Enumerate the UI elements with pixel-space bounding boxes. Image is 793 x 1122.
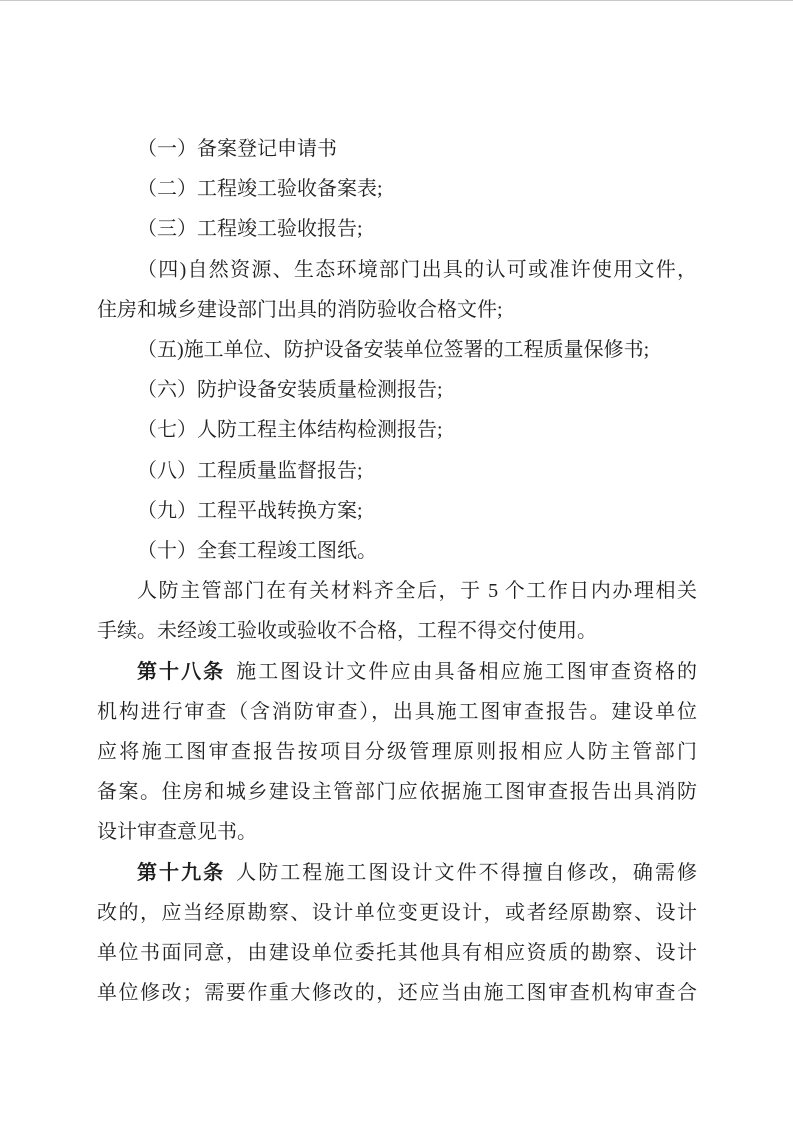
document-line: [97, 732, 697, 772]
line-text: 备案。住房和城乡建设主管部门应依据施工图审查报告出具消防: [97, 781, 697, 804]
line-text: （二）工程竣工验收备案表;: [137, 178, 383, 201]
document-line: [97, 129, 697, 169]
line-text: 人防工程施工图设计文件不得擅自修改，确需修: [236, 861, 698, 884]
document-page: [0, 1, 697, 1013]
document-line: [97, 933, 697, 973]
line-text: （一）备案登记申请书: [137, 138, 337, 160]
line-text: （七）人防工程主体结构检测报告;: [137, 419, 443, 442]
document-body: [97, 129, 697, 1013]
document-line: [97, 652, 697, 692]
document-line: [97, 290, 697, 330]
line-text: （三）工程竣工验收报告;: [137, 218, 363, 241]
line-text: （五)施工单位、防护设备安装单位签署的工程质量保修书;: [137, 339, 650, 362]
document-line: [97, 812, 697, 852]
line-text: 应将施工图审查报告按项目分级管理原则报相应人防主管部门: [97, 741, 697, 764]
document-line: [97, 973, 697, 1013]
article-number: 第十九条: [137, 861, 226, 884]
document-line: [97, 451, 697, 491]
line-text: （九）工程平战转换方案;: [137, 499, 363, 522]
line-text: 设计审查意见书。: [97, 821, 257, 844]
line-text: （六）防护设备安装质量检测报告;: [137, 379, 443, 402]
document-line: [97, 370, 697, 410]
document-line: [97, 250, 697, 290]
document-line: [97, 531, 697, 571]
document-line: [97, 209, 697, 249]
document-line: [97, 692, 697, 732]
line-text: 改的，应当经原勘察、设计单位变更设计，或者经原勘察、设计: [97, 901, 697, 924]
line-text: （八）工程质量监督报告;: [137, 459, 363, 482]
line-text: 单位书面同意，由建设单位委托其他具有相应资质的勘察、设计: [97, 942, 697, 965]
line-text: 住房和城乡建设部门出具的消防验收合格文件;: [97, 298, 503, 321]
document-line: [97, 853, 697, 893]
document-line: [97, 893, 697, 933]
document-line: [97, 410, 697, 450]
line-text: 单位修改；需要作重大修改的，还应当由施工图审查机构审查合: [97, 982, 697, 1005]
line-text: （十）全套工程竣工图纸。: [137, 540, 377, 563]
document-line: [97, 772, 697, 812]
line-text: 手续。未经竣工验收或验收不合格，工程不得交付使用。: [97, 620, 597, 643]
document-line: [97, 169, 697, 209]
document-line: [97, 571, 697, 611]
line-text: 施工图设计文件应由具备相应施工图审查资格的: [236, 660, 698, 683]
line-text: 机构进行审查（含消防审查），出具施工图审查报告。建设单位: [97, 700, 697, 723]
line-text: （四)自然资源、生态环境部门出具的认可或准许使用文件，: [137, 258, 697, 281]
document-line: [97, 611, 697, 651]
line-text: 人防主管部门在有关材料齐全后，于 5 个工作日内办理相关: [137, 580, 697, 603]
article-number: 第十八条: [137, 660, 226, 683]
document-line: [97, 330, 697, 370]
document-line: [97, 491, 697, 531]
